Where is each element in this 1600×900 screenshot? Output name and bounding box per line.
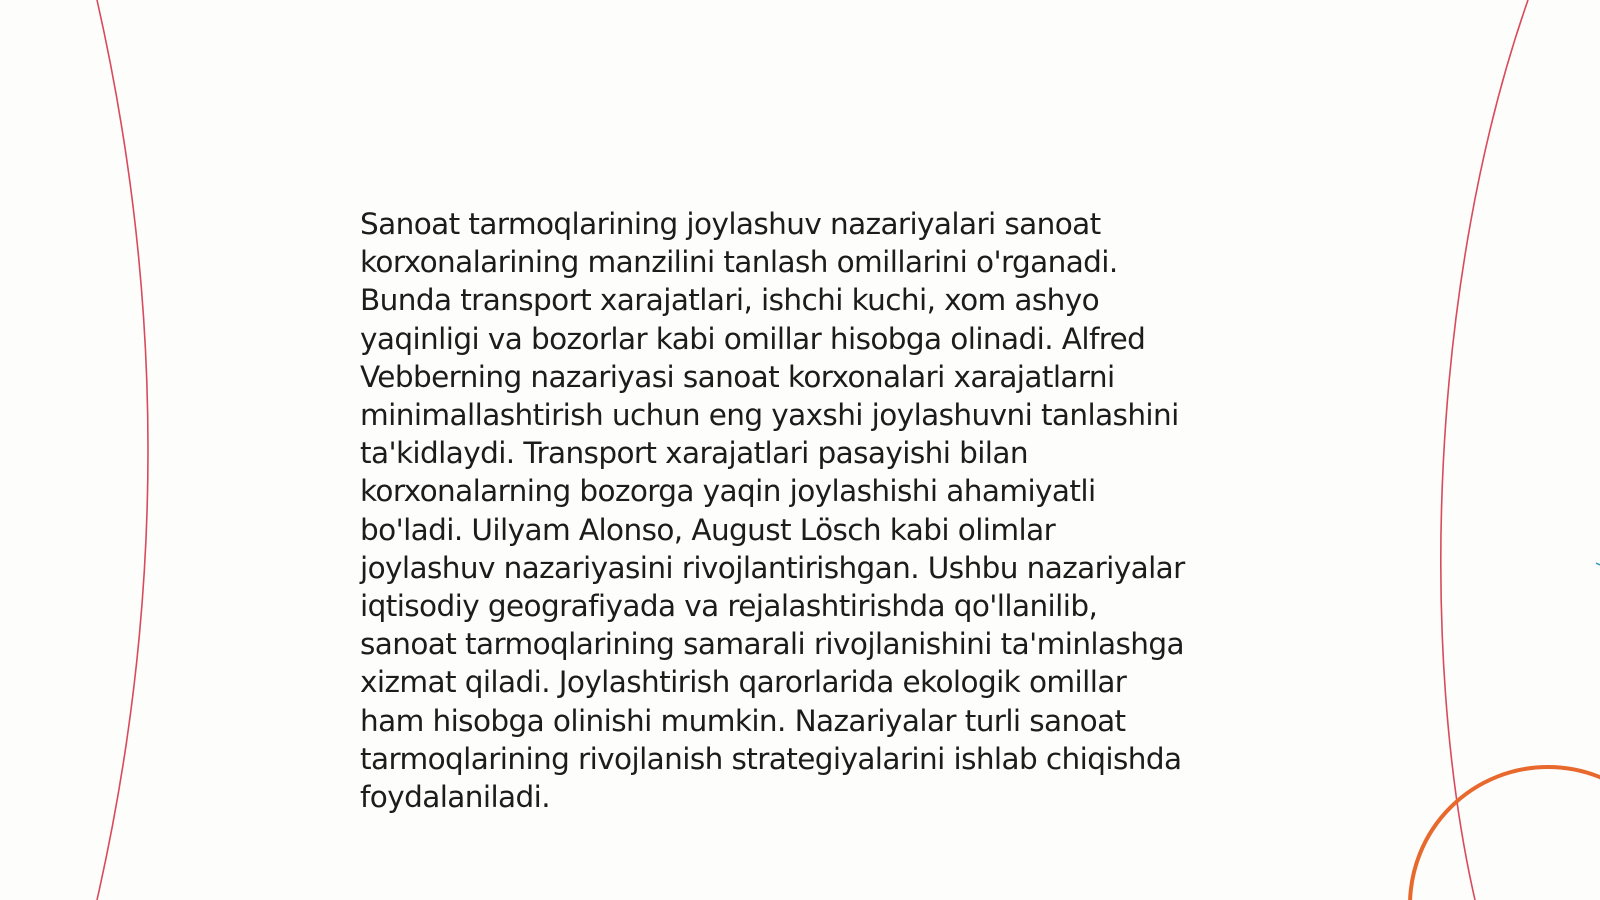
right-arc-line bbox=[1441, 0, 1528, 900]
left-arc-line bbox=[97, 0, 148, 900]
tiny-accent-mark bbox=[1596, 563, 1600, 565]
body-paragraph: Sanoat tarmoqlarining joylashuv nazariyalari sanoat korxonalarining manzilini tanlash omillarini o'rganadi. Bunda transport xarajatlari, ishchi kuchi, xom ashyo yaqinligi va bozorlar kabi omillar hisobga olinadi. Alfred Vebberning nazariyasi sanoat korxonalari xarajatlarni minimallashtirish uchun eng yaxshi joylashuvni tanlashini ta'kidlaydi. Transport xarajatlari pasayishi bilan korxonalarning bozorga yaqin joylashishi ahamiyatli bo'ladi. Uilyam Alonso, August Lösch kabi olimlar joylashuv nazariyasini rivojlantirishgan. Ushbu nazariyalar iqtisodiy geografiyada va rejalashtirishda qo'llanilib, sanoat tarmoqlarining samarali rivojlanishini ta'minlashga xizmat qiladi. Joylashtirish qarorlarida ekologik omillar ham hisobga olinishi mumkin. Nazariyalar turli sanoat tarmoqlarining rivojlanish strategiyalarini ishlab chiqishda foydalaniladi. bbox=[360, 207, 1185, 815]
corner-ring bbox=[1410, 767, 1600, 900]
